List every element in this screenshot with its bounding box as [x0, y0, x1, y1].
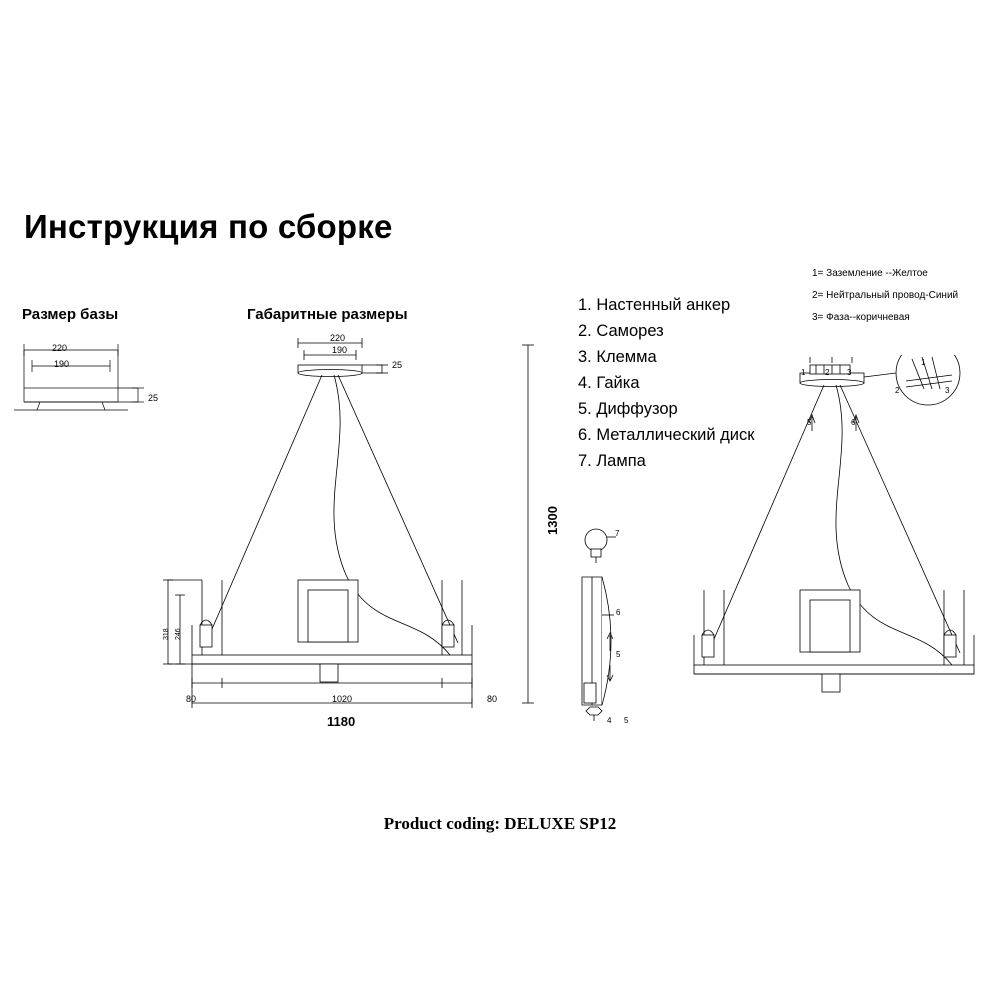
wiring-elevation-drawing — [660, 355, 1000, 735]
list-item: 4. Гайка — [578, 374, 640, 392]
list-item: 3= Фаза--коричневая — [812, 312, 910, 323]
callout-5-upper: 5 — [616, 650, 621, 659]
detail-callout-2: 2 — [825, 368, 830, 377]
detail-callout-1: 1 — [801, 368, 806, 377]
list-item: 3. Клемма — [578, 348, 657, 366]
list-item: 1= Заземление --Желтое — [812, 268, 928, 279]
product-coding: Product coding: DELUXE SP12 — [383, 814, 617, 833]
callout-right-cable: 6 — [851, 418, 856, 427]
dim-arm-left: 80 — [186, 694, 197, 704]
callout-5-lower: 5 — [624, 716, 629, 725]
dim-span-inner: 1020 — [332, 694, 353, 704]
dim-body-height-inner: 246 — [175, 628, 182, 640]
callout-7: 7 — [615, 529, 620, 538]
list-item: 2= Нейтральный провод-Синий — [812, 290, 959, 301]
wiring-legend — [812, 263, 958, 329]
overall-dimensions-drawing — [150, 325, 550, 735]
dim-base-width-inner: 190 — [54, 359, 70, 369]
page-title: Инструкция по сборке — [24, 208, 393, 245]
dim-span-outer: 1180 — [327, 714, 356, 729]
dim-canopy-thickness: 25 — [392, 360, 403, 370]
dim-base-width-outer: 220 — [52, 343, 68, 353]
section-label-overall-dimensions: Габаритные размеры — [247, 306, 408, 323]
exploded-parts-drawing — [572, 515, 652, 730]
detail-callout-3: 3 — [847, 368, 852, 377]
detail-wire-2: 2 — [895, 386, 900, 395]
detail-wire-3: 3 — [945, 386, 950, 395]
dim-canopy-width-inner: 190 — [332, 345, 348, 355]
list-item: 5. Диффузор — [578, 400, 678, 418]
dim-base-thickness: 25 — [148, 393, 159, 403]
detail-wire-1: 1 — [921, 358, 926, 367]
section-label-base-size: Размер базы — [22, 306, 119, 323]
list-item: 6. Металлический диск — [578, 426, 755, 444]
dim-body-height-outer: 318 — [163, 628, 170, 640]
callout-left-cable: 5 — [807, 418, 812, 427]
callout-6: 6 — [616, 608, 621, 617]
dim-drop-height: 1300 — [545, 506, 560, 535]
list-item: 1. Настенный анкер — [578, 296, 731, 314]
list-item: 2. Саморез — [578, 322, 664, 340]
list-item: 7. Лампа — [578, 452, 646, 470]
dim-canopy-width-outer: 220 — [330, 333, 346, 343]
dim-arm-right: 80 — [487, 694, 498, 704]
callout-4: 4 — [607, 716, 612, 725]
